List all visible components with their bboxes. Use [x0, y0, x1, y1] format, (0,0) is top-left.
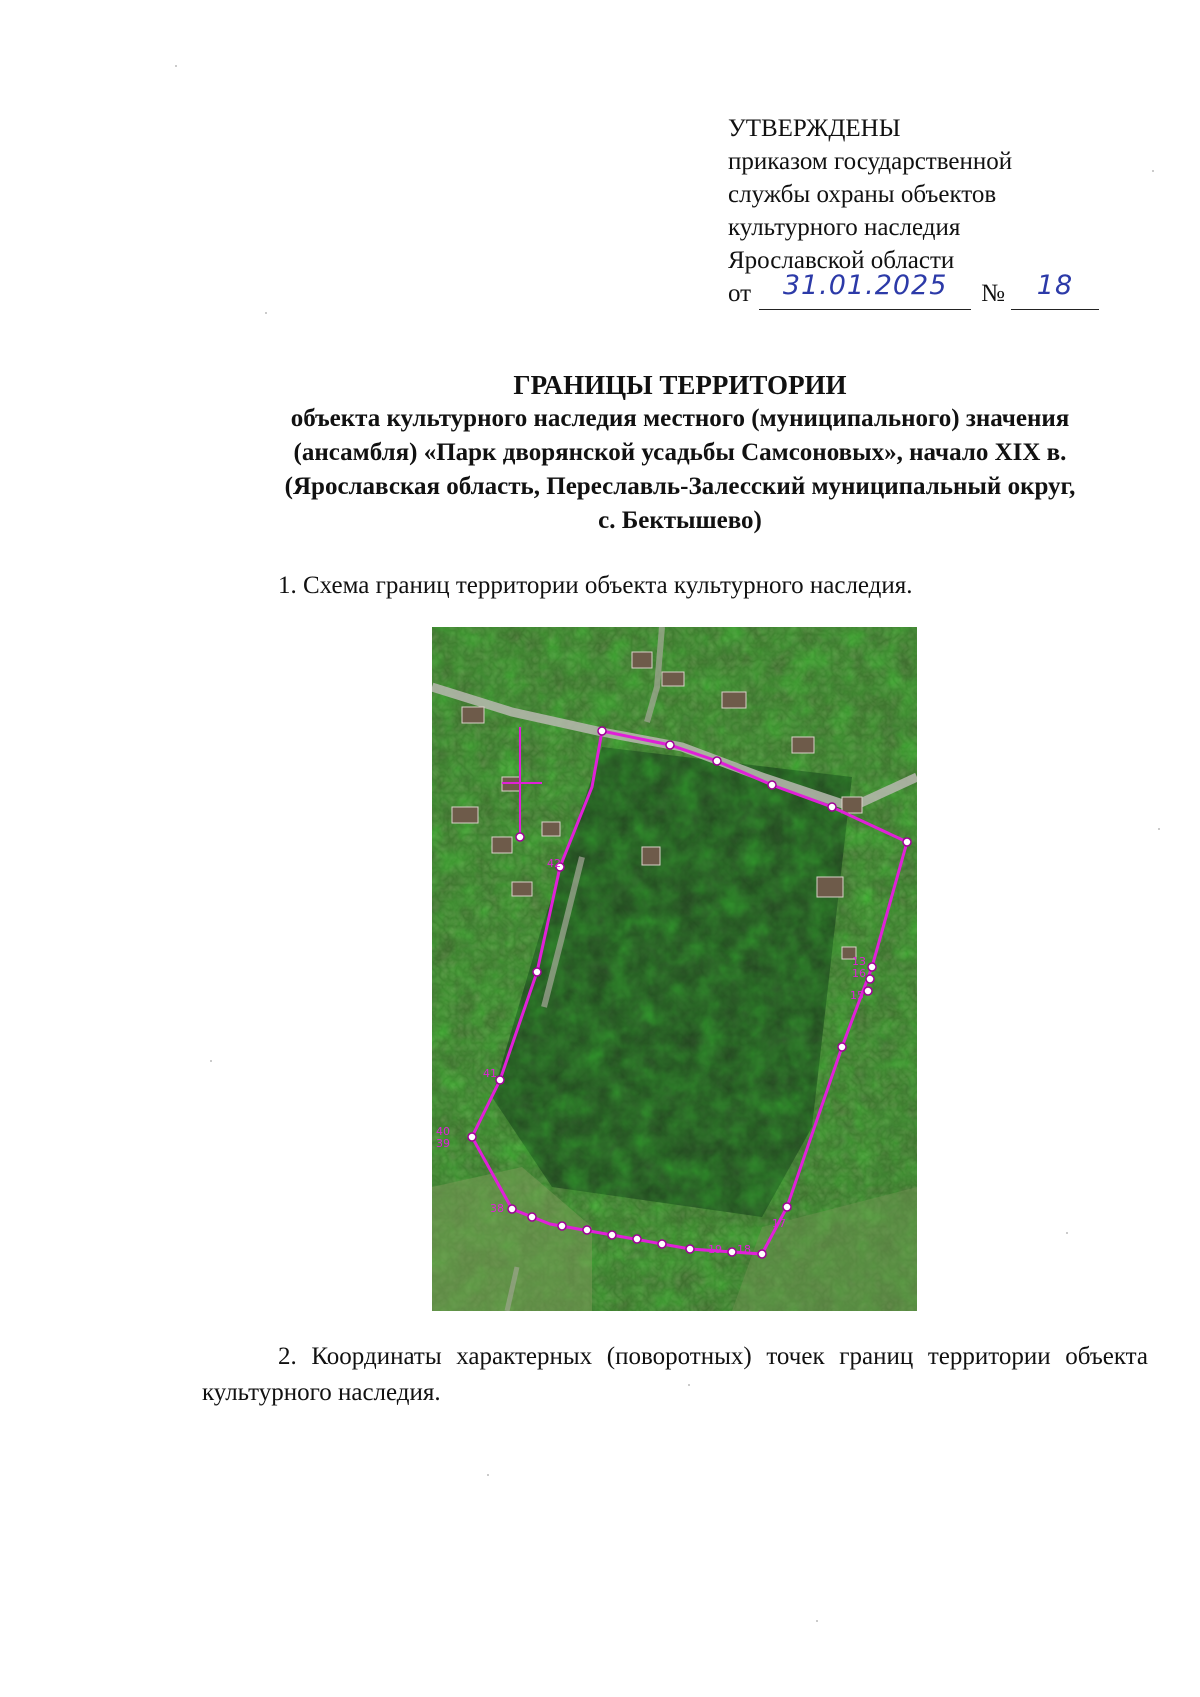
- point-label: 39: [436, 1137, 450, 1150]
- building: [792, 737, 814, 753]
- boundary-point: [686, 1245, 694, 1253]
- building: [722, 692, 746, 708]
- point-label: 17: [772, 1217, 786, 1230]
- scan-speck: [265, 312, 267, 314]
- point-label: 16: [852, 967, 866, 980]
- boundary-point: [528, 1213, 536, 1221]
- boundary-point: [838, 1043, 846, 1051]
- boundary-point: [496, 1076, 504, 1084]
- boundary-point: [583, 1226, 591, 1234]
- date-field: [759, 270, 971, 310]
- scan-speck: [1158, 828, 1160, 830]
- title-sub-line: (Ярославская область, Переславль-Залесский муниципальный округ,: [284, 473, 1076, 500]
- boundary-point: [598, 727, 606, 735]
- document-title: [200, 368, 1160, 538]
- approval-line: приказом государственной: [728, 148, 1013, 175]
- title-sub-line: объекта культурного наследия местного (муниципального) значения: [290, 405, 1070, 432]
- scan-speck: [210, 1060, 212, 1062]
- boundary-point: [903, 838, 911, 846]
- boundary-point: [783, 1203, 791, 1211]
- boundary-point: [758, 1250, 766, 1258]
- building: [452, 807, 478, 823]
- approval-line: Ярославской области: [728, 247, 955, 274]
- title-sub-line: с. Бектышево): [598, 507, 762, 534]
- date-prefix: от: [728, 280, 752, 307]
- boundary-point: [828, 803, 836, 811]
- approval-block: [728, 112, 1099, 310]
- boundary-point: [558, 1222, 566, 1230]
- number-prefix: №: [981, 280, 1005, 307]
- boundary-point: [666, 741, 674, 749]
- approval-line: службы охраны объектов: [728, 181, 997, 208]
- scan-speck: [816, 1620, 818, 1622]
- scan-speck: [175, 65, 177, 67]
- point-label: 42: [547, 857, 561, 870]
- section-1-heading: 1. Схема границ территории объекта культурного наследия.: [278, 572, 913, 599]
- boundary-point: [516, 833, 524, 841]
- approval-line: культурного наследия: [728, 214, 961, 241]
- building: [632, 652, 652, 668]
- building: [842, 797, 862, 813]
- point-label: 19: [708, 1243, 722, 1256]
- building: [662, 672, 684, 686]
- scan-speck: [1066, 1232, 1068, 1234]
- title-main: ГРАНИЦЫ ТЕРРИТОРИИ: [513, 370, 847, 400]
- point-label: 13: [852, 955, 866, 968]
- building: [462, 707, 484, 723]
- approval-date-number: [728, 270, 1099, 310]
- point-label: 40: [436, 1125, 450, 1138]
- boundary-point: [713, 757, 721, 765]
- boundary-point: [658, 1240, 666, 1248]
- building: [492, 837, 512, 853]
- scan-speck: [688, 1384, 690, 1386]
- point-label: 41: [483, 1067, 497, 1080]
- boundary-point: [864, 987, 872, 995]
- point-label: 18: [737, 1243, 751, 1256]
- boundary-point: [508, 1205, 516, 1213]
- boundary-point: [633, 1235, 641, 1243]
- title-sub-line: (ансамбля) «Парк дворянской усадьбы Самсоновых», начало XIX в.: [293, 439, 1067, 466]
- boundary-point: [768, 781, 776, 789]
- number-field: [1011, 270, 1099, 310]
- point-label: 38: [490, 1202, 504, 1215]
- boundary-point: [728, 1248, 736, 1256]
- handwritten-date: 31.01.2025: [782, 270, 948, 301]
- building: [542, 822, 560, 836]
- approval-heading: УТВЕРЖДЕНЫ: [728, 115, 901, 142]
- section-2-heading: 2. Координаты характерных (поворотных) точек границ территории объекта культурного наследия.: [202, 1343, 1148, 1406]
- boundary-point: [866, 975, 874, 983]
- building: [817, 877, 843, 897]
- boundary-point: [608, 1231, 616, 1239]
- boundary-point: [468, 1133, 476, 1141]
- boundary-scheme-map: [432, 627, 917, 1311]
- scan-speck: [487, 1474, 489, 1476]
- building: [642, 847, 660, 865]
- point-label: 15: [850, 989, 864, 1002]
- boundary-point: [533, 968, 541, 976]
- building: [512, 882, 532, 896]
- boundary-point: [868, 963, 876, 971]
- handwritten-number: 18: [1036, 270, 1074, 301]
- scan-speck: [1152, 170, 1154, 172]
